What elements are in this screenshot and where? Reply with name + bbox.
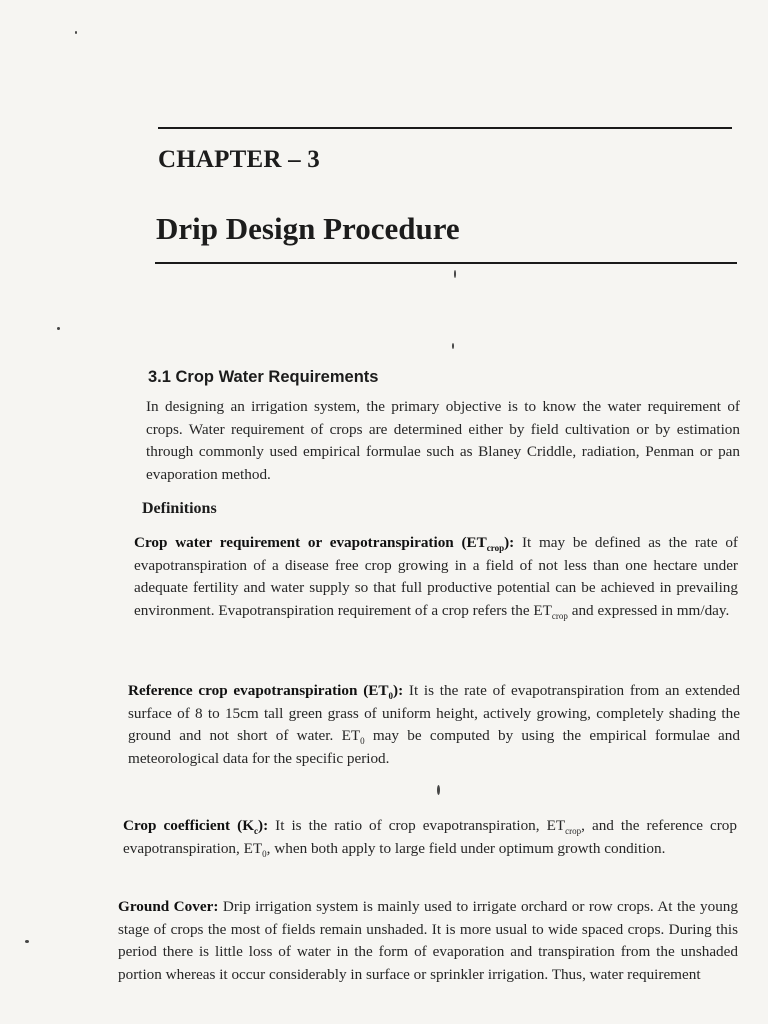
et-crop-text-sub: crop xyxy=(551,610,568,621)
ground-cover-term: Ground Cover: xyxy=(118,898,219,915)
definitions-heading: Definitions xyxy=(142,500,217,517)
scan-speck xyxy=(75,31,77,34)
kc-text-end: , when both apply to large field under optimum growth condition. xyxy=(266,839,666,857)
intro-paragraph: In designing an irrigation system, the primary objective is to know the water requirement of crops. Water requirement of crops are determined either by field cultivation or by estimation through commonly used empirical formulae such as Blaney Criddle, radiation, Penman or pan evaporation method. xyxy=(146,398,740,483)
scan-speck xyxy=(57,327,60,330)
ground-cover-paragraph xyxy=(118,896,738,986)
et-ref-text-end: may be computed by using the empirical formulae and meteorological data for the specific period. xyxy=(128,727,740,767)
scan-speck xyxy=(25,940,29,943)
bottom-rule xyxy=(155,262,737,264)
scan-speck xyxy=(454,270,456,278)
et-crop-paragraph xyxy=(134,532,738,622)
kc-text-sub2: 0 xyxy=(262,848,267,859)
scan-speck xyxy=(452,343,454,349)
kc-term: Crop coefficient $(K_c)$: xyxy=(123,817,269,837)
kc-text-sub: crop xyxy=(565,826,582,837)
et-ref-text: It is the rate of evapotranspiration from an extended surface of 8 to 15cm tall green grass of uniform height, actively growing, completely shading the ground and not short of water. ET xyxy=(128,682,740,744)
top-rule xyxy=(158,127,732,129)
kc-paragraph xyxy=(123,815,737,860)
et-crop-text: It may be defined as the rate of evapotranspiration of a disease free crop growing in a field of not less than one hectare under adequate fertility and water supply so that full productive potential can be achieved in prevailing environment. Evapotranspiration requirement of a crop refers the ET xyxy=(134,534,738,619)
et-ref-paragraph xyxy=(128,680,740,770)
ground-cover-text: Drip irrigation system is mainly used to irrigate orchard or row crops. At the young stage of crops the most of fields remain unshaded. It is more usual to wide spaced crops. During this period there is little loss of water in the form of evaporation and transpiration from the unshaded portion whereas it occur considerably in surface or sprinkler irrigation. Thus, water requirement xyxy=(118,898,738,983)
et-crop-text-end: and expressed in mm/day. xyxy=(567,601,730,619)
et-crop-term: Crop water requirement or evapotranspiration $(ET_{crop})$: xyxy=(134,534,515,554)
scan-speck xyxy=(437,785,440,795)
chapter-title: Drip Design Procedure xyxy=(156,211,460,246)
et-ref-text-sub: 0 xyxy=(360,736,365,747)
kc-text-mid: , and the reference crop evapotranspiration, ET xyxy=(123,817,737,857)
section-heading: 3.1 Crop Water Requirements xyxy=(148,368,379,386)
kc-text: It is the ratio of crop evapotranspiration, ET xyxy=(268,817,566,834)
chapter-label: CHAPTER – 3 xyxy=(158,146,320,173)
et-ref-term: Reference crop evapotranspiration $(ET_0)$: xyxy=(128,682,404,702)
